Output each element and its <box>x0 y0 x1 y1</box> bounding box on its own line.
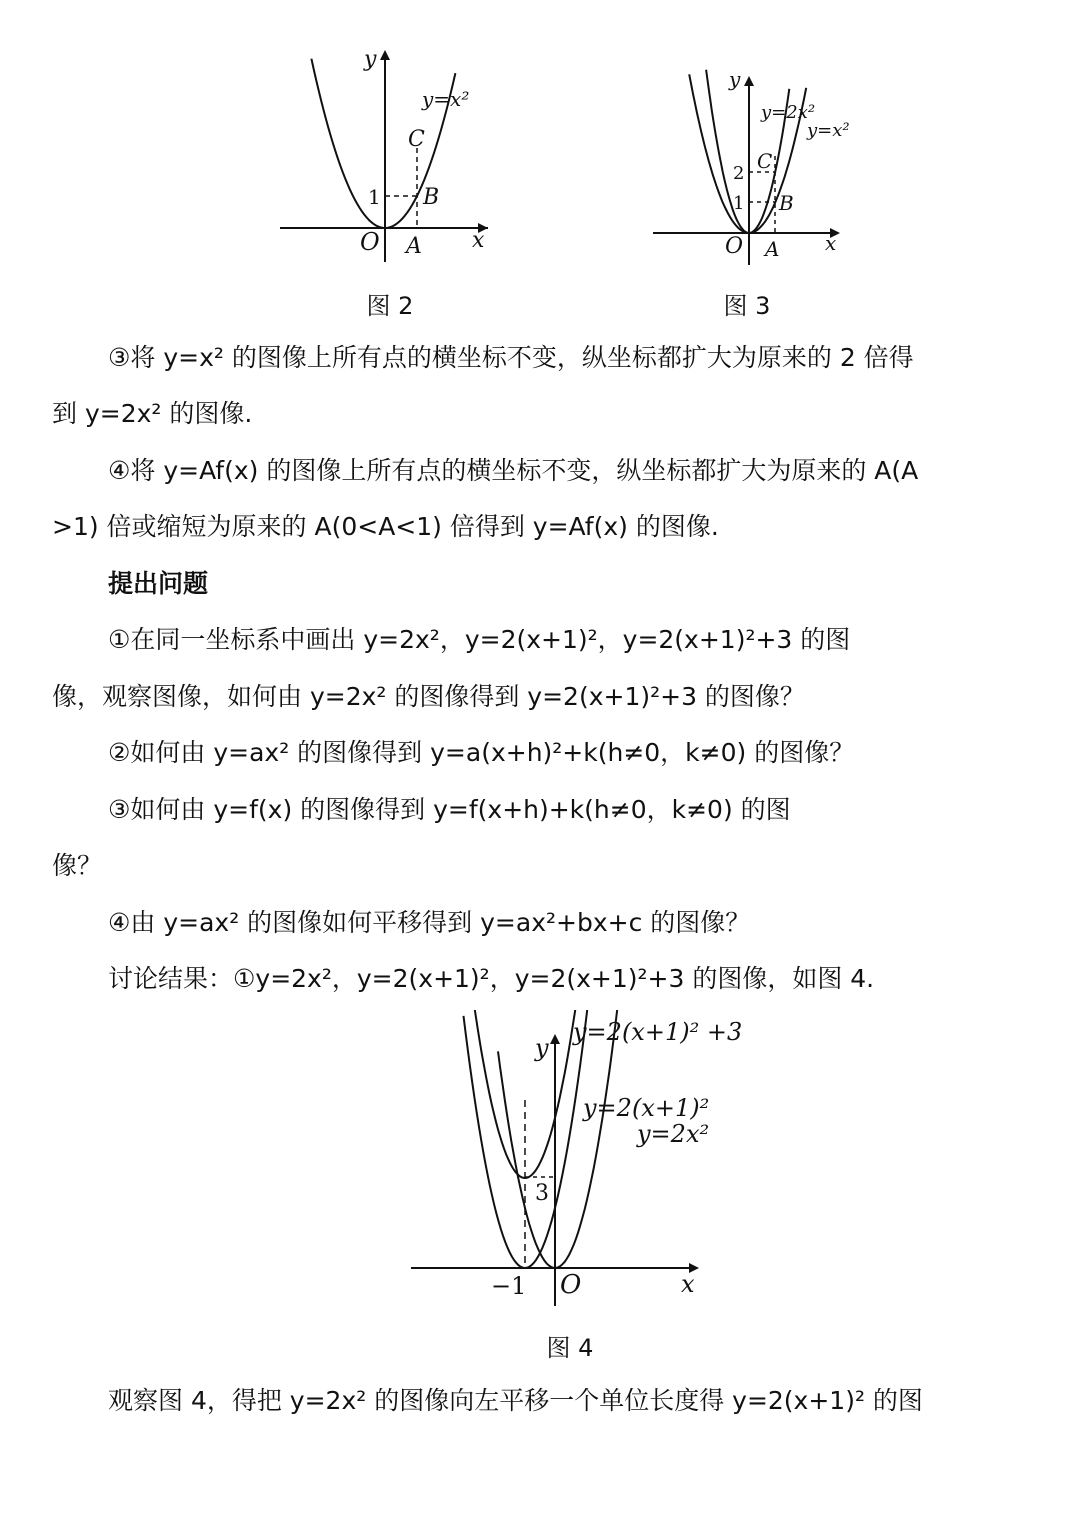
result-1: 讨论结果：①y=2x²，y=2(x+1)²，y=2(x+1)²+3 的图像，如图 4. <box>108 964 875 993</box>
question-1-line-2: 像，观察图像，如何由 y=2x² 的图像得到 y=2(x+1)²+3 的图像？ <box>52 682 805 711</box>
para-4-line-1: ④将 y=Af(x) 的图像上所有点的横坐标不变，纵坐标都扩大为原来的 A(A <box>108 456 919 485</box>
question-4: ④由 y=ax² 的图像如何平移得到 y=ax²+bx+c 的图像？ <box>108 908 751 937</box>
fig3-x-label: x <box>825 231 837 255</box>
fig3-caption: 图 3 <box>723 292 771 320</box>
fig2-origin-label: O <box>360 228 380 256</box>
fig2-point-a: A <box>406 234 422 259</box>
fig2-y-label: y <box>364 47 377 72</box>
figure-3 <box>645 60 860 270</box>
fig4-origin-label: O <box>560 1270 582 1300</box>
fig3-y-label: y <box>729 67 741 91</box>
observation-line: 观察图 4，得把 y=2x² 的图像向左平移一个单位长度得 y=2(x+1)² 的图 <box>108 1386 923 1415</box>
fig4-curve1-label: y=2(x+1)² +3 <box>573 1018 743 1046</box>
question-3-line-1: ③如何由 y=f(x) 的图像得到 y=f(x+h)+k(h≠0，k≠0) 的图 <box>108 795 791 824</box>
para-3-line-2: 到 y=2x² 的图像. <box>52 399 253 428</box>
fig3-point-b: B <box>779 191 794 215</box>
fig4-caption: 图 4 <box>546 1334 594 1362</box>
section-heading: 提出问题 <box>108 569 209 598</box>
fig4-x-label: x <box>681 1270 695 1298</box>
fig3-tick-2: 2 <box>733 163 745 184</box>
question-2: ②如何由 y=ax² 的图像得到 y=a(x+h)²+k(h≠0，k≠0) 的图像？ <box>108 738 855 767</box>
fig2-caption: 图 2 <box>366 292 414 320</box>
para-3-line-1: ③将 y=x² 的图像上所有点的横坐标不变，纵坐标都扩大为原来的 2 倍得 <box>108 343 914 372</box>
fig4-curve2-label: y=2(x+1)² <box>583 1094 710 1122</box>
figure-2 <box>270 40 500 270</box>
fig2-point-b: B <box>423 185 440 210</box>
fig2-curve-label: y=x² <box>422 87 470 111</box>
fig4-y-label: y <box>535 1034 549 1062</box>
question-1-line-1: ①在同一坐标系中画出 y=2x²，y=2(x+1)²，y=2(x+1)²+3 的图 <box>108 625 851 654</box>
fig2-x-label: x <box>472 228 485 253</box>
fig4-curve3-label: y=2x² <box>637 1120 710 1148</box>
fig4-tick-3: 3 <box>535 1181 549 1206</box>
fig3-curve1-label: y=2x² <box>761 102 816 123</box>
fig2-point-c: C <box>408 127 425 152</box>
figure-4 <box>405 1010 745 1310</box>
question-3-line-2: 像？ <box>52 851 103 880</box>
fig3-curve2-label: y=x² <box>807 120 850 141</box>
para-4-line-2: >1) 倍或缩短为原来的 A(0<A<1) 倍得到 y=Af(x) 的图像. <box>52 512 719 541</box>
fig3-origin-label: O <box>725 234 744 259</box>
fig4-tick-neg1: −1 <box>491 1272 527 1300</box>
fig3-point-a: A <box>765 237 780 261</box>
fig2-tick-1: 1 <box>368 185 381 209</box>
fig3-point-c: C <box>757 149 773 173</box>
fig3-tick-1: 1 <box>733 193 745 214</box>
